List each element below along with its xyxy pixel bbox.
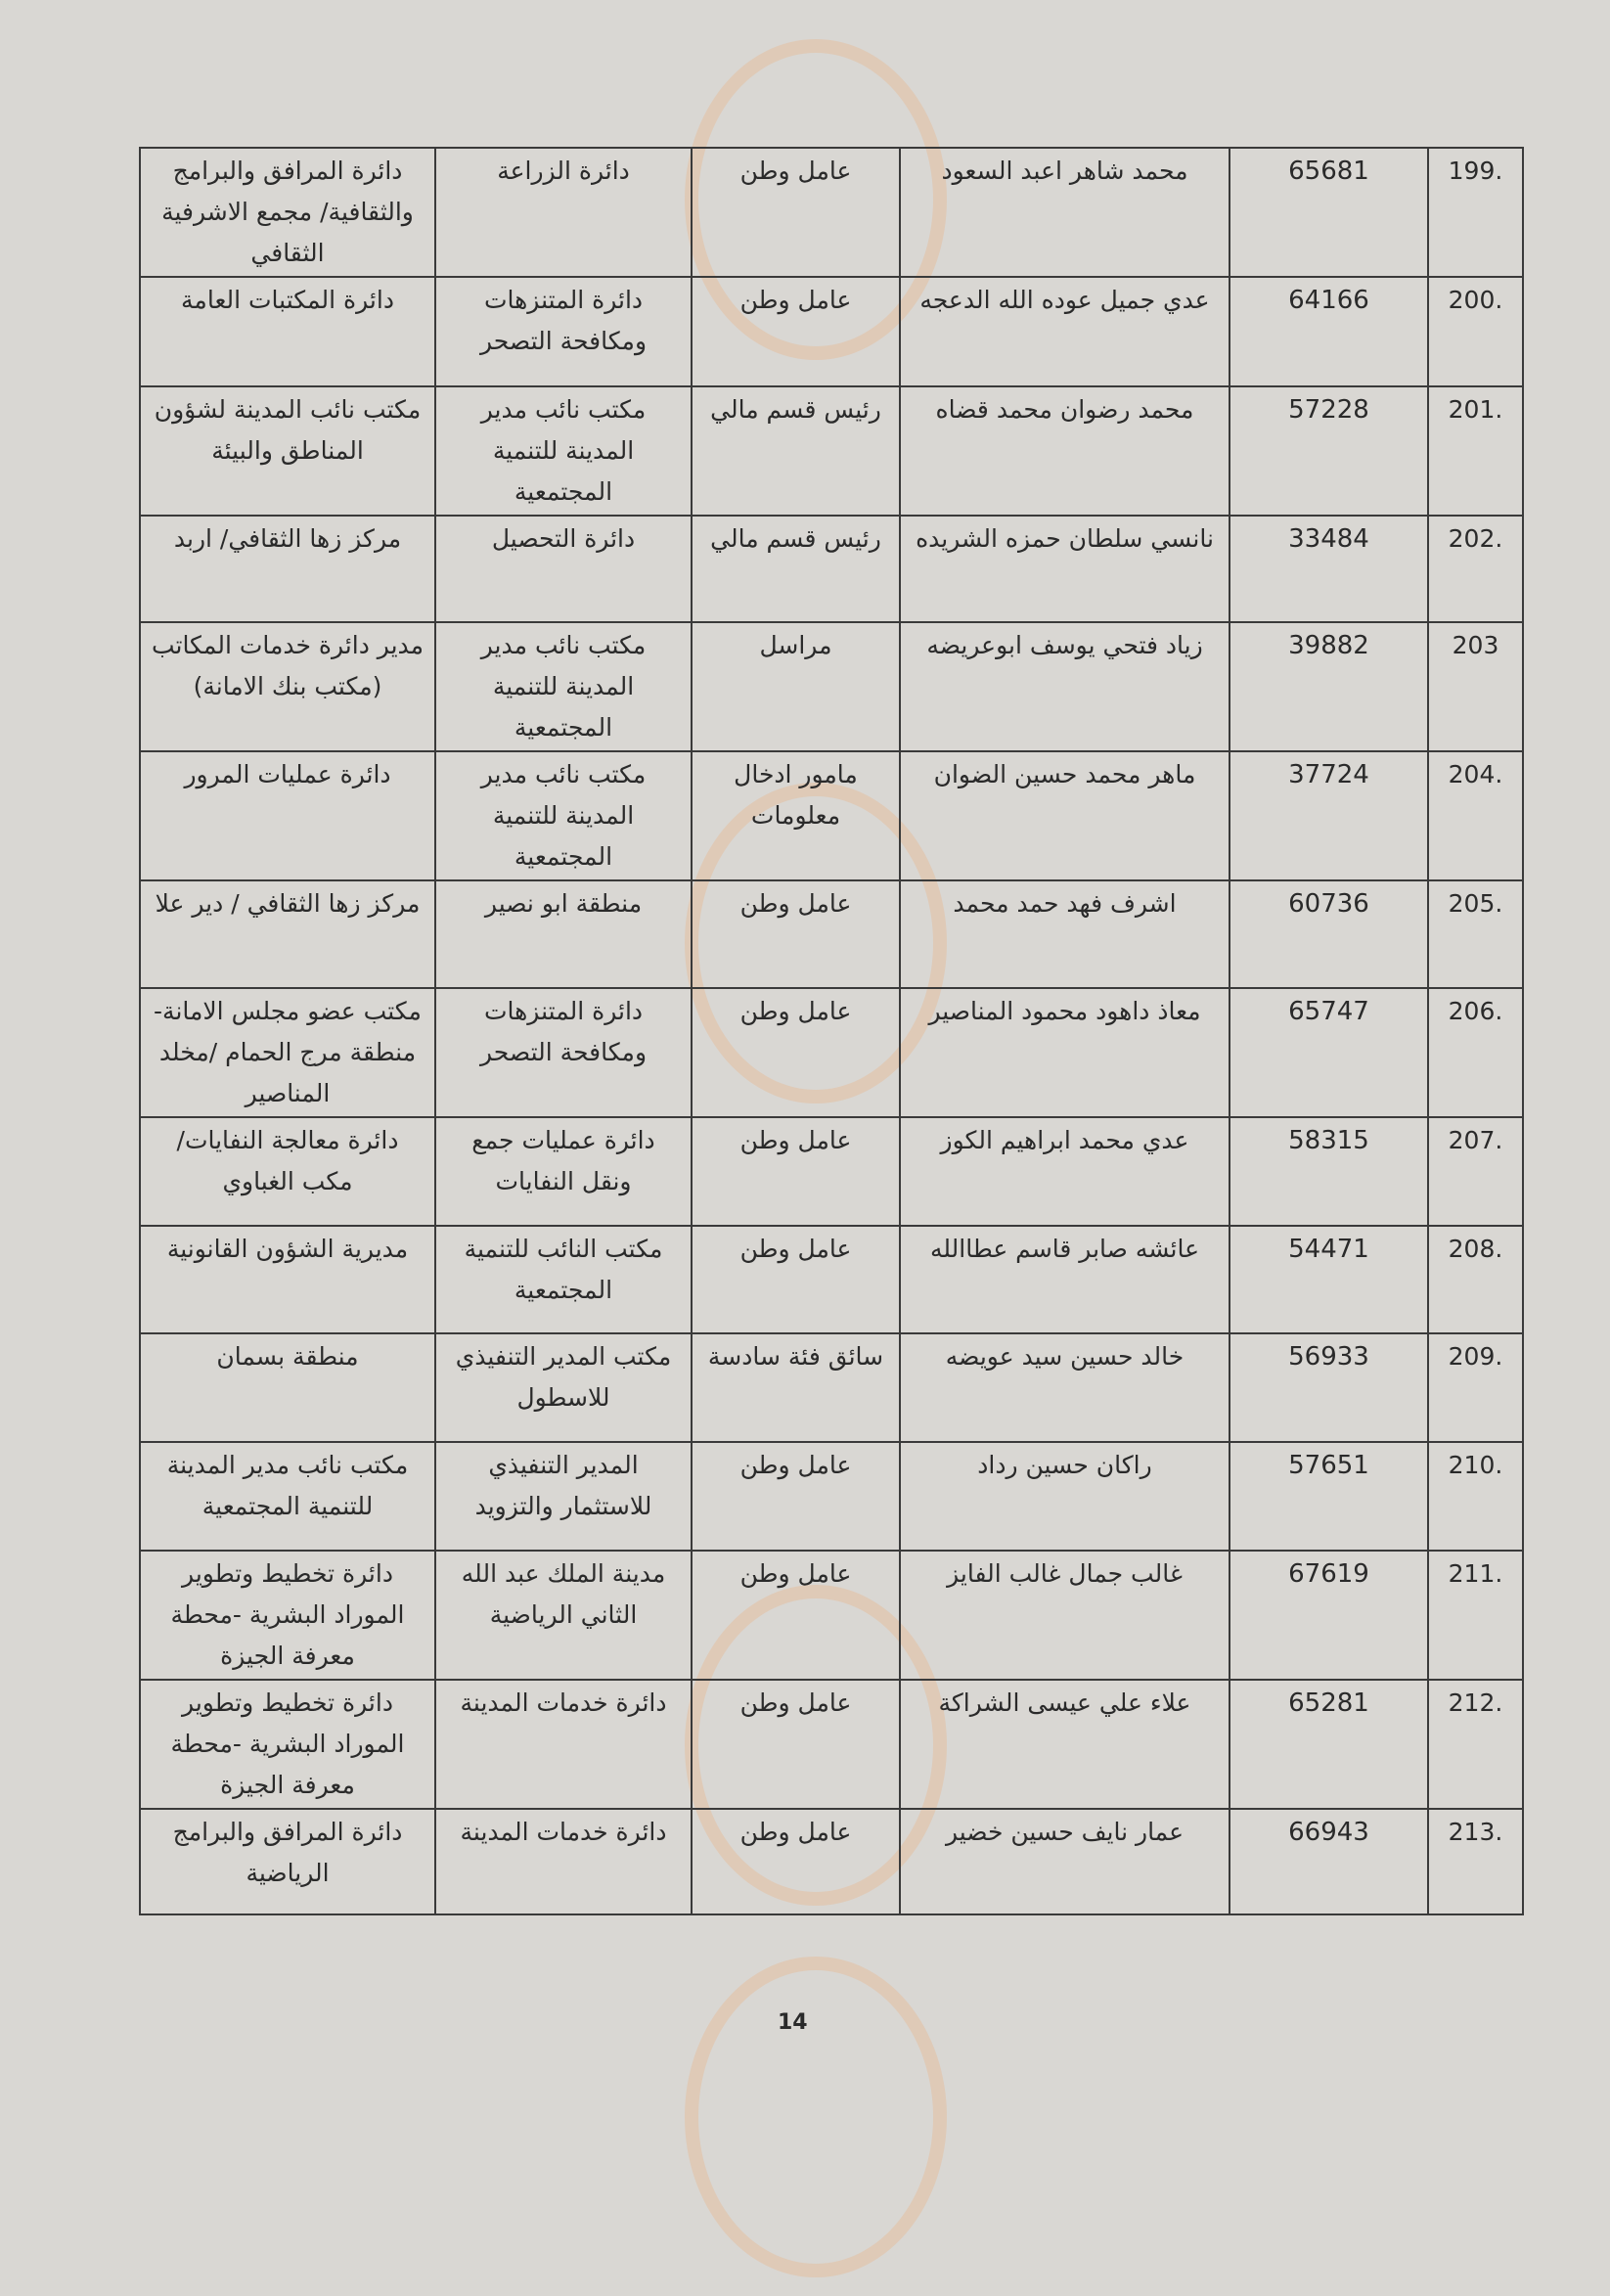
employee-name: ماهر محمد حسين الضوان: [900, 751, 1230, 880]
job-title: عامل وطن: [692, 277, 900, 386]
current-department: مكتب النائب للتنمية المجتمعية: [435, 1226, 692, 1333]
current-department: مكتب نائب مدير المدينة للتنمية المجتمعية: [435, 751, 692, 880]
table-row: [140, 277, 1523, 386]
new-department: دائرة تخطيط وتطوير الموراد البشرية -محطة معرفة الجيزة: [140, 1680, 435, 1809]
employee-name: خالد حسين سيد عويضه: [900, 1333, 1230, 1442]
job-title: مامور ادخال معلومات: [692, 751, 900, 880]
job-title: عامل وطن: [692, 1442, 900, 1551]
employee-id: 37724: [1230, 751, 1428, 880]
row-number: .201: [1428, 386, 1523, 516]
job-title: عامل وطن: [692, 880, 900, 988]
row-number: .202: [1428, 516, 1523, 622]
current-department: منطقة ابو نصير: [435, 880, 692, 988]
table-row: [140, 1680, 1523, 1809]
employee-name: راكان حسين رداد: [900, 1442, 1230, 1551]
job-title: عامل وطن: [692, 1226, 900, 1333]
employee-id: 60736: [1230, 880, 1428, 988]
table-row: [140, 988, 1523, 1117]
table-row: [140, 1226, 1523, 1333]
row-number: .206: [1428, 988, 1523, 1117]
employee-id: 56933: [1230, 1333, 1428, 1442]
table-row: [140, 880, 1523, 988]
job-title: عامل وطن: [692, 1117, 900, 1226]
new-department: مركز زها الثقافي/ اربد: [140, 516, 435, 622]
page-number: 14: [778, 2010, 808, 2035]
employee-name: عدي جميل عوده الله الدعجه: [900, 277, 1230, 386]
new-department: منطقة بسمان: [140, 1333, 435, 1442]
row-number: .212: [1428, 1680, 1523, 1809]
new-department: دائرة المكتبات العامة: [140, 277, 435, 386]
table-row: [140, 386, 1523, 516]
job-title: مراسل: [692, 622, 900, 751]
current-department: دائرة التحصيل: [435, 516, 692, 622]
new-department: مكتب نائب مدير المدينة للتنمية المجتمعية: [140, 1442, 435, 1551]
employee-name: علاء علي عيسى الشراكة: [900, 1680, 1230, 1809]
current-department: دائرة عمليات جمع ونقل النفايات: [435, 1117, 692, 1226]
current-department: مكتب نائب مدير المدينة للتنمية المجتمعية: [435, 622, 692, 751]
current-department: مكتب نائب مدير المدينة للتنمية المجتمعية: [435, 386, 692, 516]
current-department: دائرة خدمات المدينة: [435, 1809, 692, 1914]
employee-name: محمد رضوان محمد قضاه: [900, 386, 1230, 516]
job-title: عامل وطن: [692, 148, 900, 277]
new-department: مكتب عضو مجلس الامانة- منطقة مرج الحمام /مخلد المناصير: [140, 988, 435, 1117]
table-row: [140, 1809, 1523, 1914]
employee-id: 64166: [1230, 277, 1428, 386]
row-number: .204: [1428, 751, 1523, 880]
job-title: رئيس قسم مالي: [692, 386, 900, 516]
new-department: مكتب نائب المدينة لشؤون المناطق والبيئة: [140, 386, 435, 516]
row-number: .209: [1428, 1333, 1523, 1442]
job-title: عامل وطن: [692, 988, 900, 1117]
employee-name: عمار نايف حسين خضير: [900, 1809, 1230, 1914]
row-number: .200: [1428, 277, 1523, 386]
job-title: رئيس قسم مالي: [692, 516, 900, 622]
table-row: [140, 516, 1523, 622]
new-department: مديرية الشؤون القانونية: [140, 1226, 435, 1333]
new-department: دائرة تخطيط وتطوير الموراد البشرية -محطة معرفة الجيزة: [140, 1551, 435, 1680]
employee-name: زياد فتحي يوسف ابوعريضه: [900, 622, 1230, 751]
table-row: [140, 1117, 1523, 1226]
employee-id: 57651: [1230, 1442, 1428, 1551]
table-row: [140, 1551, 1523, 1680]
job-title: عامل وطن: [692, 1809, 900, 1914]
employee-name: محمد شاهر اعبد السعود: [900, 148, 1230, 277]
row-number: .213: [1428, 1809, 1523, 1914]
new-department: دائرة المرافق والبرامج والثقافية/ مجمع الاشرفية الثقافي: [140, 148, 435, 277]
row-number: 203: [1428, 622, 1523, 751]
table-row: [140, 751, 1523, 880]
table-row: [140, 1333, 1523, 1442]
employee-id: 66943: [1230, 1809, 1428, 1914]
row-number: .207: [1428, 1117, 1523, 1226]
current-department: المدير التنفيذي للاستثمار والتزويد: [435, 1442, 692, 1551]
current-department: مكتب المدير التنفيذي للاسطول: [435, 1333, 692, 1442]
new-department: دائرة معالجة النفايات/ مكب الغباوي: [140, 1117, 435, 1226]
employee-id: 65747: [1230, 988, 1428, 1117]
employee-id: 65281: [1230, 1680, 1428, 1809]
row-number: .210: [1428, 1442, 1523, 1551]
current-department: دائرة المتنزهات ومكافحة التصحر: [435, 277, 692, 386]
watermark-clock: [685, 1957, 947, 2277]
row-number: .205: [1428, 880, 1523, 988]
employee-name: معاذ داهود محمود المناصير: [900, 988, 1230, 1117]
current-department: دائرة المتنزهات ومكافحة التصحر: [435, 988, 692, 1117]
employee-table: [139, 147, 1524, 1915]
new-department: دائرة عمليات المرور: [140, 751, 435, 880]
employee-name: نانسي سلطان حمزه الشريده: [900, 516, 1230, 622]
employee-id: 58315: [1230, 1117, 1428, 1226]
employee-name: عائشه صابر قاسم عطاالله: [900, 1226, 1230, 1333]
new-department: دائرة المرافق والبرامج الرياضية: [140, 1809, 435, 1914]
row-number: .211: [1428, 1551, 1523, 1680]
table-row: [140, 622, 1523, 751]
job-title: سائق فئة سادسة: [692, 1333, 900, 1442]
job-title: عامل وطن: [692, 1680, 900, 1809]
employee-id: 39882: [1230, 622, 1428, 751]
row-number: .208: [1428, 1226, 1523, 1333]
current-department: مدينة الملك عبد الله الثاني الرياضية: [435, 1551, 692, 1680]
employee-name: غالب جمال غالب الفايز: [900, 1551, 1230, 1680]
employee-id: 33484: [1230, 516, 1428, 622]
job-title: عامل وطن: [692, 1551, 900, 1680]
employee-name: عدي محمد ابراهيم الكوز: [900, 1117, 1230, 1226]
current-department: دائرة الزراعة: [435, 148, 692, 277]
row-number: .199: [1428, 148, 1523, 277]
table-row: [140, 148, 1523, 277]
current-department: دائرة خدمات المدينة: [435, 1680, 692, 1809]
table-row: [140, 1442, 1523, 1551]
employee-name: اشرف فهد حمد محمد: [900, 880, 1230, 988]
employee-id: 57228: [1230, 386, 1428, 516]
employee-id: 67619: [1230, 1551, 1428, 1680]
new-department: مدير دائرة خدمات المكاتب (مكتب بنك الامانة): [140, 622, 435, 751]
employee-id: 65681: [1230, 148, 1428, 277]
new-department: مركز زها الثقافي / دير علا: [140, 880, 435, 988]
employee-id: 54471: [1230, 1226, 1428, 1333]
